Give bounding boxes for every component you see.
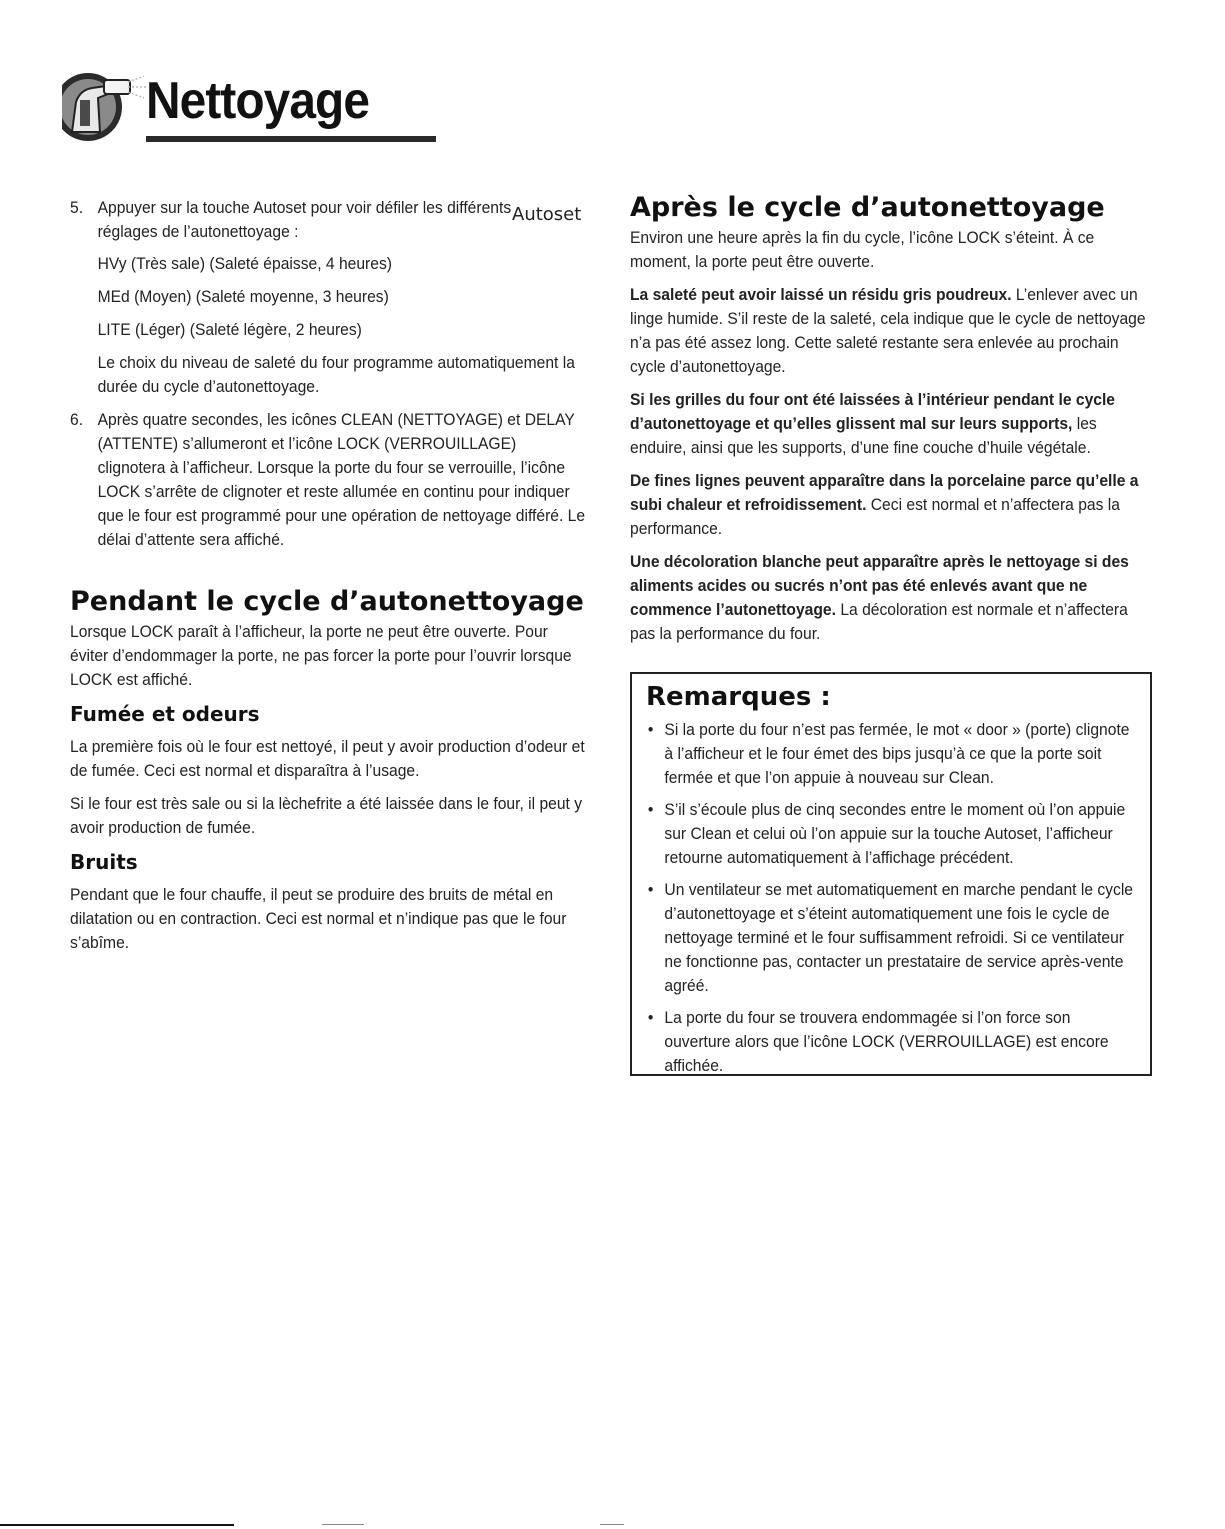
step-5-note: Le choix du niveau de saleté du four programme automatiquement la durée du cycle d’autonettoyage. xyxy=(97,353,575,396)
footer-dots xyxy=(322,1524,364,1525)
bruits-paragraph: Pendant que le four chauffe, il peut se produire des bruits de métal en dilatation ou en contraction. Ceci est normal et n’indique pas que le four s’abîme. xyxy=(70,885,567,952)
fumee-paragraph-2: Si le four est très sale ou si la lèchefrite a été laissée dans le four, il peut y avoir production de fumée. xyxy=(70,794,583,837)
left-text xyxy=(70,196,587,552)
fumee-paragraph-1: La première fois où le four est nettoyé, il peut y avoir production d’odeur et de fumée. Ceci est normal et disparaîtra à l’usage. xyxy=(70,737,585,780)
bullet-icon: • xyxy=(647,880,654,899)
right-column xyxy=(630,192,1158,655)
autoset-key-label: Autoset xyxy=(512,204,582,225)
remark-item xyxy=(646,798,1137,870)
remarks-heading: Remarques : xyxy=(646,682,831,712)
section-heading-pendant: Pendant le cycle d’autonettoyage xyxy=(70,586,584,617)
discoloration-rest: La décoloration est normale et n’affectera pas la performance du four. xyxy=(630,600,1128,643)
remark-text: La porte du four se trouvera endommagée si l’on force son ouverture alors que l’icône LOCK (VERROUILLAGE) est encore affichée. xyxy=(664,1008,1109,1075)
option-lite: LITE (Léger) (Saleté légère, 2 heures) xyxy=(97,320,362,339)
remarks-list xyxy=(646,718,1137,1078)
bullet-icon: • xyxy=(647,720,654,739)
remark-item xyxy=(646,1006,1137,1078)
step-text: Appuyer sur la touche Autoset pour voir défiler les différents réglages de l’autonettoyage : xyxy=(97,198,512,241)
title-underline xyxy=(146,136,436,142)
left-column xyxy=(70,196,590,964)
lines-rest: Ceci est normal et n’affectera pas la performance. xyxy=(630,495,1120,538)
remarks-box xyxy=(630,672,1152,1076)
remark-text: S’il s’écoule plus de cinq secondes entre le moment où l’on appuie sur Clean et celui où l’on appuie sur la touche Autoset, l’afficheur retourne automatiquement à l’affichage précédent. xyxy=(664,800,1126,867)
footer-dash xyxy=(600,1524,624,1525)
lines-paragraph xyxy=(630,469,1155,541)
pendant-text: Lorsque LOCK paraît à l’afficheur, la porte ne peut être ouverte. Pour éviter d’endommager la porte, ne pas forcer la porte pour l’ouvrir lorsque LOCK est affiché. xyxy=(70,622,572,689)
pendant-text-wrap xyxy=(70,620,587,692)
residue-bold: La saleté peut avoir laissé un résidu gris poudreux. xyxy=(630,285,1012,304)
racks-paragraph xyxy=(630,388,1155,460)
fumee-text-wrap xyxy=(70,735,587,840)
racks-rest: les enduire, ainsi que les supports, d’une fine couche d’huile végétale. xyxy=(630,414,1097,457)
step-text: Après quatre secondes, les icônes CLEAN (NETTOYAGE) et DELAY (ATTENTE) s’allumeront et l’icône LOCK (VERROUILLAGE) clignotera à l’afficheur. Lorsque la porte du four se verrouille, l’icône LOCK s’arrête de clignoter et reste allumée en continu pour indiquer que le four est programmé pour une opération de nettoyage différé. Le délai d’attente sera affiché. xyxy=(97,410,586,549)
step-5 xyxy=(70,196,587,244)
footer-rule xyxy=(0,1524,234,1526)
section-heading-apres: Après le cycle d’autonettoyage xyxy=(630,192,1105,223)
option-hvy: HVy (Très sale) (Saleté épaisse, 4 heures) xyxy=(97,254,392,273)
subheading-fumee: Fumée et odeurs xyxy=(70,702,260,726)
lines-bold: De fines lignes peuvent apparaître dans la porcelaine parce qu’elle a subi chaleur et refroidissement. xyxy=(630,471,1139,514)
residue-rest: L’enlever avec un linge humide. S’il reste de la saleté, cela indique que le cycle de nettoyage n’a pas été assez long. Cette saleté restante sera enlevée au prochain cycle d’autonettoyage. xyxy=(630,285,1146,376)
discoloration-bold: Une décoloration blanche peut apparaître après le nettoyage si des aliments acides ou sucrés n’ont pas été enlevés avant que ne commence l’autonettoyage. xyxy=(630,552,1129,619)
apres-text-wrap xyxy=(630,226,1155,646)
subheading-bruits: Bruits xyxy=(70,850,138,874)
title-wrap xyxy=(146,72,436,142)
step-number: 5. xyxy=(70,198,84,217)
discoloration-paragraph xyxy=(630,550,1155,646)
bullet-icon: • xyxy=(647,1008,654,1027)
remark-item xyxy=(646,718,1137,790)
option-med: MEd (Moyen) (Saleté moyenne, 3 heures) xyxy=(97,287,389,306)
apres-paragraph: Environ une heure après la fin du cycle, l’icône LOCK s’éteint. À ce moment, la porte peut être ouverte. xyxy=(630,228,1095,271)
residue-paragraph xyxy=(630,283,1155,379)
step-number: 6. xyxy=(70,410,84,429)
page-title: Nettoyage xyxy=(146,72,370,130)
step-6 xyxy=(70,408,587,552)
racks-bold: Si les grilles du four ont été laissées à l’intérieur pendant le cycle d’autonettoyage et qu’elles glissent mal sur leurs supports, xyxy=(630,390,1116,433)
remark-text: Si la porte du four n’est pas fermée, le mot « door » (porte) clignote à l’afficheur et le four émet des bips jusqu’à ce que la porte soit fermée et que l’on appuie à nouveau sur Clean. xyxy=(664,720,1130,787)
bullet-icon: • xyxy=(647,800,654,819)
remark-text: Un ventilateur se met automatiquement en marche pendant le cycle d’autonettoyage et s’éteint automatiquement une fois le cycle de nettoyage terminé et le four suffisamment refroidi. Si ce ventilateur ne fonctionne pas, contacter un prestataire de service après-vente agréé. xyxy=(664,880,1133,995)
remark-item xyxy=(646,878,1137,998)
bruits-text-wrap xyxy=(70,883,587,955)
